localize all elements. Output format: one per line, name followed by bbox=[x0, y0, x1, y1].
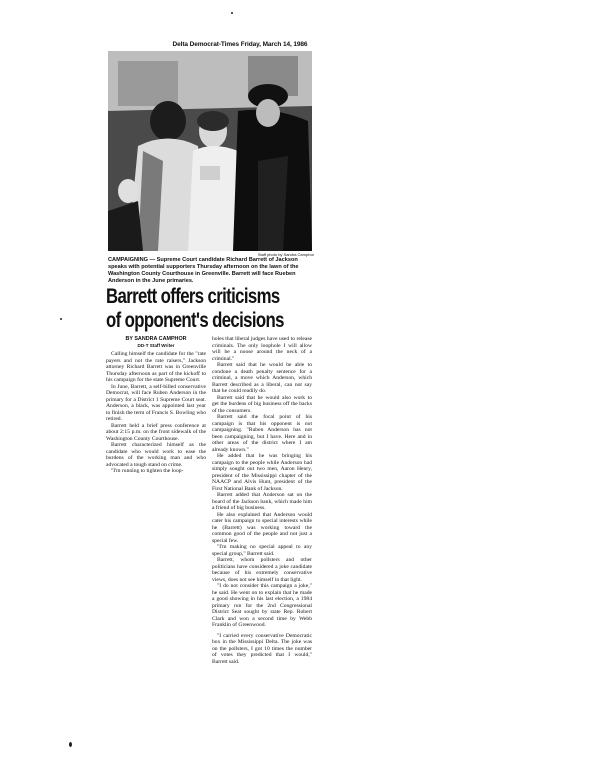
paragraph: holes that liberal judges have used to release criminals. The only loophole I will allow will be a noose around the neck of a criminal." bbox=[212, 336, 312, 362]
article-column-1 bbox=[106, 336, 206, 475]
paragraph: He added that he was bringing his campaign to the people while Anderson had simply sought out two men, Aaron Henry, president of the Mississippi chapter of the NAACP and Alvis Hunt, president of the First National Bank of Jackson. bbox=[212, 453, 312, 492]
paragraph: Barrett said that he would be able to condone a death penalty sentence for a criminal, a move which Anderson, which Barrett described as a liberal, can not say that he could readily do. bbox=[212, 362, 312, 394]
paragraph: Barrett added that Anderson sat on the board of the Jackson bank, which made him a friend of big business. bbox=[212, 492, 312, 511]
paragraph: Barrett, whom pollsters and other politicians have considered a joke candidate because of his extremely conservative views, does not see himself in that light. bbox=[212, 557, 312, 583]
scan-speck bbox=[60, 318, 62, 320]
byline: BY SANDRA CAMPHOR bbox=[125, 336, 187, 342]
photo-illustration bbox=[108, 51, 312, 251]
staff-writer: DD-T Staff Writer bbox=[137, 342, 175, 348]
masthead: Delta Democrat-Times Friday, March 14, 1986 bbox=[172, 41, 308, 48]
paragraph: He also explained that Anderson would cater his campaign to special interests while he (Barrett) was working toward the common good of the people and not just a special few. bbox=[212, 511, 312, 544]
scan-speck bbox=[69, 742, 72, 747]
scan-speck bbox=[231, 12, 233, 14]
paragraph: "I carried every conservative Democratic box in the Mississippi Delta. The joke was on the pollsters, I got 10 times the number of votes they predicted that I would," Barrett said. bbox=[212, 632, 312, 665]
photo-caption: CAMPAIGNING — Supreme Court candidate Richard Barrett of Jackson speaks with potential supporters Thursday afternoon on the lawn of the Washington County Courthouse in Greenville. Barrett will face Rueben Anderson in the June primaries. bbox=[108, 257, 299, 284]
paragraph: In June, Barrett, a self-billed conservative Democrat, will face Ruben Anderson in the primary for a District 1 Supreme Court seat. Anderson, a black, was appointed last year to finish the term of Francis S. Bowling who retired. bbox=[106, 383, 206, 422]
article-column-2 bbox=[212, 336, 312, 665]
paragraph: Barrett characterized himself as the candidate who would work to ease the burdens of the working man and who advocated a tough stand on crime. bbox=[106, 442, 206, 468]
headline bbox=[106, 284, 324, 332]
headline-line-1: Barrett offers criticisms bbox=[106, 284, 280, 308]
headline-line-2: of opponent's decisions bbox=[106, 308, 284, 332]
paragraph: Barrett held a brief press conference at about 2:15 p.m. on the front sidewalk of the Washington County Courthouse. bbox=[106, 422, 206, 442]
paragraph: Calling himself the candidate for the "rate payers and not the rate raisers," Jackson attorney Richard Barrett was in Greenville Thursday afternoon as part of the kickoff to his campaign for the state Supreme Court. bbox=[106, 351, 206, 383]
paragraph: "I'm making no special appeal to any special group," Barrett said. bbox=[212, 544, 312, 557]
photo-credit: Staff photo by Sandra Camphor bbox=[257, 252, 314, 257]
campaign-photo bbox=[108, 51, 312, 251]
paragraph: "I do not consider this campaign a joke," he said. He went on to explain that he made a good showing in his last election, a 1984 primary run for the 2nd Congressional District Seat sought by state Rep. Robert Clark and won a second time by Webb Franklin of Greenwood. bbox=[212, 583, 312, 628]
paragraph: Barrett said that he would also work to get the burdens of big business off the backs of the consumers. bbox=[212, 394, 312, 414]
paragraph: Barrett said the focal point of his campaign is that his opponent is not campaigning. "Ruben Anderson has not been campaigning, but I have. Here and in other areas of the district where I am already known." bbox=[212, 414, 312, 453]
paragraph: "I'm running to tighten the loop- bbox=[111, 468, 184, 474]
